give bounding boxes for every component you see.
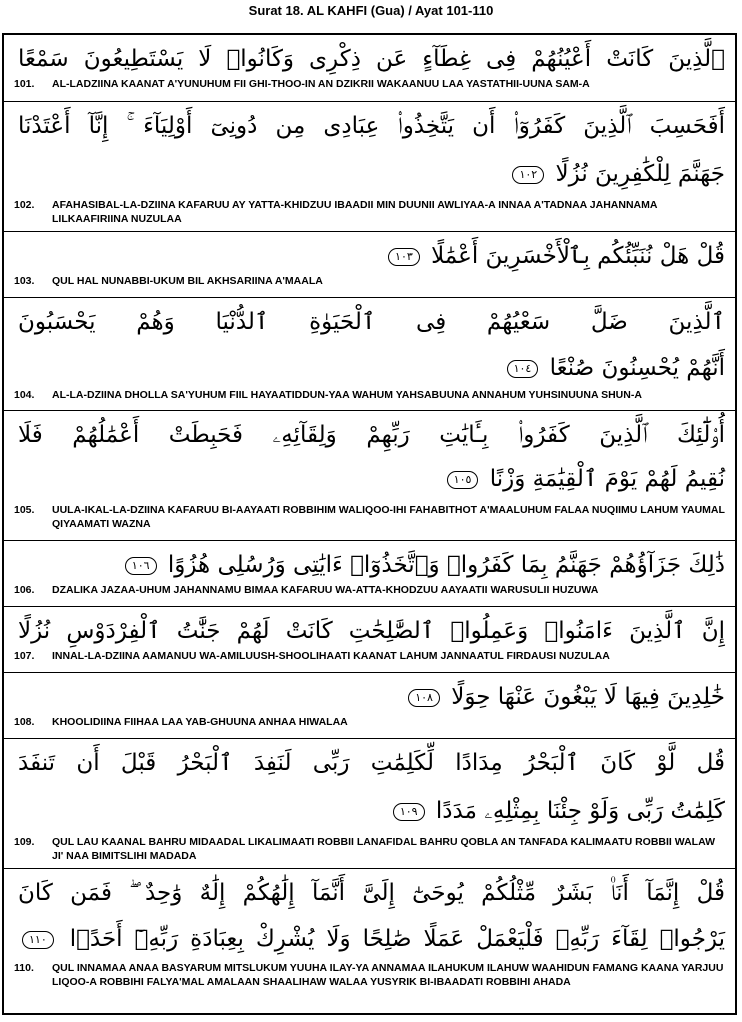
transliteration-text: QUL HAL NUNABBI-UKUM BIL AKHSARIINA A'MAALA [52,275,323,287]
transliteration-text: UULA-IKAL-LA-DZIINA KAFARUU BI-AAYAATI ROBBIHIM WALIQOO-IHI FAHABITHOT A'MAALUHUM FALAA NUQIIMU LAHUM YAUMAL QIYAAMATI WAZNA [52,504,725,530]
verse-row [4,35,735,102]
arabic-line: ٱلَّذِينَ كَانَتْ أَعْيُنُهُمْ فِى غِطَآءٍ عَن ذِكْرِى وَكَانُوا۟ لَا يَسْتَطِيعُونَ سَمْعًا [18,46,725,72]
verse-row [4,541,735,607]
verse-number: 109. [14,836,35,848]
transliteration-text: DZALIKA JAZAA-UHUM JAHANNAMU BIMAA KAFARUU WA-ATTA-KHODZUU AAYAATII WARUSULII HUZUWA [52,584,599,596]
transliteration [4,192,735,230]
transliteration [4,386,735,406]
verse-number: 102. [14,199,35,211]
verse-end-marker: ١٠٦ [125,557,157,575]
arabic-line: قُلْ إِنَّمَآ أَنَا۠ بَشَرٌ مِّثْلُكُمْ يُوحَىٰٓ إِلَىَّ أَنَّمَآ إِلَٰهُكُمْ إِلَٰهٌ وَٰحِدٌ ۖ فَمَن كَانَ [18,880,725,906]
arabic-text [4,869,735,957]
arabic-text [4,102,735,192]
arabic-text [4,607,735,649]
transliteration-text: INNAL-LA-DZIINA AAMANUU WA-AMILUUSH-SHOOLIHAATI KAANAT LAHUM JANNAATUL FIRDAUSI NUZULAA [52,650,610,662]
verse-number: 107. [14,650,35,662]
arabic-line [18,911,725,957]
verse-end-marker: ١٠٩ [393,803,425,821]
transliteration-text: AL-LA-DZIINA DHOLLA SA'YUHUM FIIL HAYAATIDDUN-YAA WAHUM YAHSABUUNA ANNAHUM YUHSINUUNA SHUN-A [52,389,642,401]
arabic-line: إِنَّ ٱلَّذِينَ ءَامَنُوا۟ وَعَمِلُوا۟ ٱلصَّٰلِحَٰتِ كَانَتْ لَهُمْ جَنَّٰتُ ٱلْفِرْدَوْسِ نُزُلًا [18,618,725,644]
verse-table [2,33,737,1015]
transliteration [4,957,735,993]
verse-number: 106. [14,584,35,596]
arabic-line-text: جَهَنَّمَ لِلْكَٰفِرِينَ نُزُلًا [555,161,725,187]
verse-row [4,411,735,541]
verse-row [4,869,735,1013]
verse-row [4,298,735,411]
transliteration [4,829,735,867]
arabic-line [18,144,725,192]
arabic-line: أُو۟لَٰٓئِكَ ٱلَّذِينَ كَفَرُوا۟ بِـَٔايَٰتِ رَبِّهِمْ وَلِقَآئِهِۦ فَحَبِطَتْ أَعْمَٰلُهُمْ فَلَا [18,422,725,448]
transliteration [4,715,735,733]
transliteration-text: QUL INNAMAA ANAA BASYARUM MITSLUKUM YUUHA ILAY-YA ANNAMAA ILAHUKUM ILAHUW WAAHIDUN FAMANG KAANA YARJUU LIQOO-A ROBBIHI FALYA'MAL AMALAAN SHAALIHAW WALAA YUSYRIK BI-IBAADATI ROBBIHI AHADA [52,962,724,988]
arabic-line [18,453,725,497]
arabic-line [18,781,725,829]
arabic-line-text: أَنَّهُمْ يُحْسِنُونَ صُنْعًا [549,355,725,381]
transliteration [4,649,735,667]
transliteration [4,583,735,601]
transliteration-text: QUL LAU KAANAL BAHRU MIDAADAL LIKALIMAATI ROBBII LANAFIDAL BAHRU QOBLA AN TANFADA KALIMAATU ROBBII WALAW JI' NAA BIMITSLIHI MADADA [52,836,715,862]
verse-number: 103. [14,275,35,287]
arabic-text [4,232,735,274]
transliteration [4,274,735,292]
arabic-line: ٱلَّذِينَ ضَلَّ سَعْيُهُمْ فِى ٱلْحَيَوٰةِ ٱلدُّنْيَا وَهُمْ يَحْسَبُونَ [18,309,725,335]
verse-number: 105. [14,504,35,516]
arabic-line [18,238,725,274]
transliteration [4,77,735,95]
transliteration-text: KHOOLIDIINA FIIHAA LAA YAB-GHUUNA ANHAA HIWALAA [52,716,348,728]
arabic-line [18,547,725,583]
verse-end-marker: ١٠٥ [447,471,479,489]
transliteration-text: AL-LADZIINA KAANAT A'YUNUHUM FII GHI-THOO-IN AN DZIKRII WAKAANUU LAA YASTATHII-UUNA SAM-A [52,78,590,90]
arabic-line: أَفَحَسِبَ ٱلَّذِينَ كَفَرُوٓا۟ أَن يَتَّخِذُوا۟ عِبَادِى مِن دُونِىٓ أَوْلِيَآءَ ۚ إِنَّآ أَعْتَدْنَا [18,113,725,139]
arabic-text [4,298,735,386]
arabic-line: قُل لَّوْ كَانَ ٱلْبَحْرُ مِدَادًا لِّكَلِمَٰتِ رَبِّى لَنَفِدَ ٱلْبَحْرُ قَبْلَ أَن تَنفَدَ [18,750,725,776]
verse-row [4,673,735,739]
verse-number: 104. [14,389,35,401]
arabic-line [18,679,725,715]
verse-end-marker: ١٠٨ [408,689,440,707]
arabic-line-text: ذَٰلِكَ جَزَآؤُهُمْ جَهَنَّمُ بِمَا كَفَرُوا۟ وَٱتَّخَذُوٓا۟ ءَايَٰتِى وَرُسُلِى هُزُوًا [167,552,725,578]
arabic-text [4,411,735,497]
arabic-line-text: يَرْجُوا۟ لِقَآءَ رَبِّهِۦ فَلْيَعْمَلْ عَمَلًا صَٰلِحًا وَلَا يُشْرِكْ بِعِبَادَةِ رَبِّهِۦٓ أَحَدًۢا [69,926,725,952]
verse-row [4,232,735,298]
arabic-line-text: نُقِيمُ لَهُمْ يَوْمَ ٱلْقِيَٰمَةِ وَزْنًا [489,466,725,492]
transliteration-text: AFAHASIBAL-LA-DZIINA KAFARUU AY YATTA-KHIDZUU IBAADII MIN DUUNII AWLIYAA-A INNAA A'TADNAA JAHANNAMA LILKAAFIRIINA NUZULAA [52,199,658,225]
arabic-line-text: خَٰلِدِينَ فِيهَا لَا يَبْغُونَ عَنْهَا حِوَلًا [451,684,725,710]
arabic-line-text: قُلْ هَلْ نُنَبِّئُكُم بِٱلْأَخْسَرِينَ أَعْمَٰلًا [431,243,725,269]
verse-end-marker: ١٠٣ [388,248,420,266]
verse-end-marker: ١٠٤ [507,360,539,378]
verse-number: 101. [14,78,35,90]
verse-end-marker: ١١٠ [22,931,54,949]
verse-row [4,739,735,869]
verse-row [4,102,735,232]
arabic-line [18,340,725,386]
transliteration [4,497,735,535]
arabic-text [4,35,735,77]
arabic-text [4,541,735,583]
verse-number: 110. [14,962,34,974]
verse-row [4,607,735,673]
arabic-text [4,673,735,715]
arabic-text [4,739,735,829]
verse-end-marker: ١٠٢ [512,166,544,184]
arabic-line-text: كَلِمَٰتُ رَبِّى وَلَوْ جِئْنَا بِمِثْلِهِۦ مَدَدًا [435,798,725,824]
page-title: Surat 18. AL KAHFI (Gua) / Ayat 101-110 [248,3,494,18]
verse-number: 108. [14,716,35,728]
